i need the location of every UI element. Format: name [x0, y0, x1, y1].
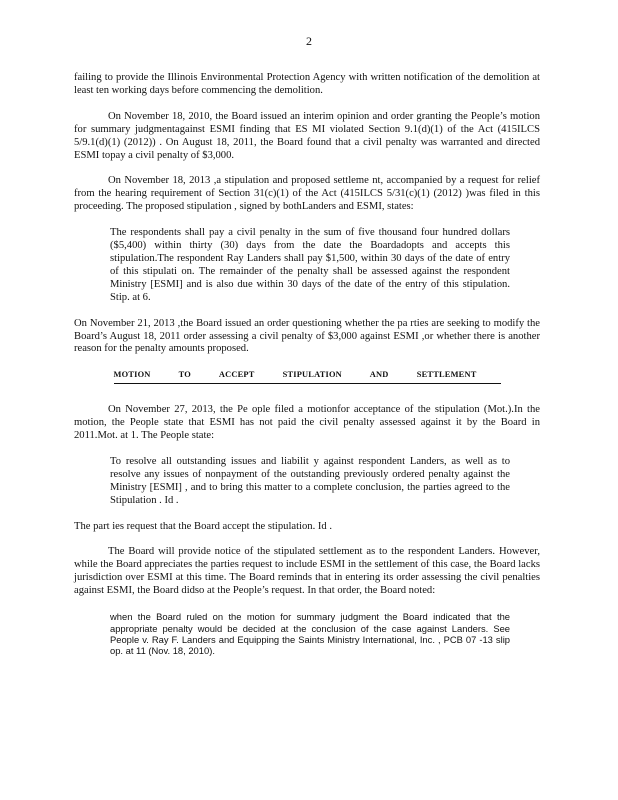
page-number: 2 [306, 34, 312, 48]
section-heading-text: MOTION TO ACCEPT STIPULATION AND SETTLEMENT [114, 369, 501, 384]
quote-stipulation-terms: The respondents shall pay a civil penalty in the sum of five thousand four hundred dollars ($5,400) within thirty (30) days from the date the Boardadopts and accepts this stipulation.The respondent Ray Landers shall pay $1,500, within 30 days of the date of entry of this stipulati on. The remainder of the penalty shall be assessed against the respondent Ministry [ESMI] and is also due within 30 days of the date of the entry of this stipulation. Stip. at 6. [110, 227, 510, 303]
section-heading [74, 369, 540, 384]
quote-board-noted: when the Board ruled on the motion for summary judgment the Board indicated that the appropriate penalty would be decided at the conclusion of the case against Landers. See People v. Ray F. Landers and Equipping the Saints Ministry International, Inc. , PCB 07 -13 slip op. at 11 (Nov. 18, 2010). [110, 611, 510, 657]
paragraph-stipulation-filed: On November 18, 2013 ,a stipulation and proposed settleme nt, accompanied by a request for relief from the hearing requirement of Section 31(c)(1) of the Act (415ILCS 5/31(c)(1) (2012) )was filed in this proceeding. The proposed stipulation , signed by bothLanders and ESMI, states: [74, 175, 540, 213]
paragraph-board-notice: The Board will provide notice of the stipulated settlement as to the respondent Landers. However, while the Board appreciates the parties request to include ESMI in the settlement of this case, the Board lacks jurisdiction over ESMI at this time. The Board reminds that in entering its order assessing the civil penalties against ESMI, the Board didso at the People’s request. In that order, the Board noted: [74, 546, 540, 597]
paragraph-parties-request: The part ies request that the Board accept the stipulation. Id . [74, 520, 332, 532]
paragraph-demolition-notice: failing to provide the Illinois Environmental Protection Agency with written notification of the demolition at least ten working days before commencing the demolition. [74, 72, 540, 96]
paragraph-board-order-question: On November 21, 2013 ,the Board issued an order questioning whether the pa rties are seeking to modify the Board’s August 18, 2011 order assessing a civil penalty of $3,000 against ESMI ,or whether there is another reason for the penalty amounts proposed. [74, 317, 540, 355]
paragraph-summary-judgment: On November 18, 2010, the Board issued an interim opinion and order granting the People’s motion for summary judgmentagainst ESMI finding that ES MI violated Section 9.1(d)(1) of the Act (415ILCS 5/9.1(d)(1) (2012)) . On August 18, 2011, the Board found that a civil penalty was warranted and directed ESMI topay a civil penalty of $3,000. [74, 110, 540, 161]
paragraph-motion-acceptance: On November 27, 2013, the Pe ople filed a motionfor acceptance of the stipulation (Mot.).In the motion, the People state that ESMI has not paid the civil penalty assessed against it by the Board in 2011.Mot. at 1. The People state: [74, 404, 540, 442]
document-body [74, 72, 540, 670]
quote-people-statement: To resolve all outstanding issues and liabilit y against respondent Landers, as well as to resolve any issues of nonpayment of the outstanding previously ordered penalty against the Ministry [ESMI] , and to bring this matter to a complete conclusion, the parties agreed to the Stipulation . Id . [110, 455, 510, 506]
